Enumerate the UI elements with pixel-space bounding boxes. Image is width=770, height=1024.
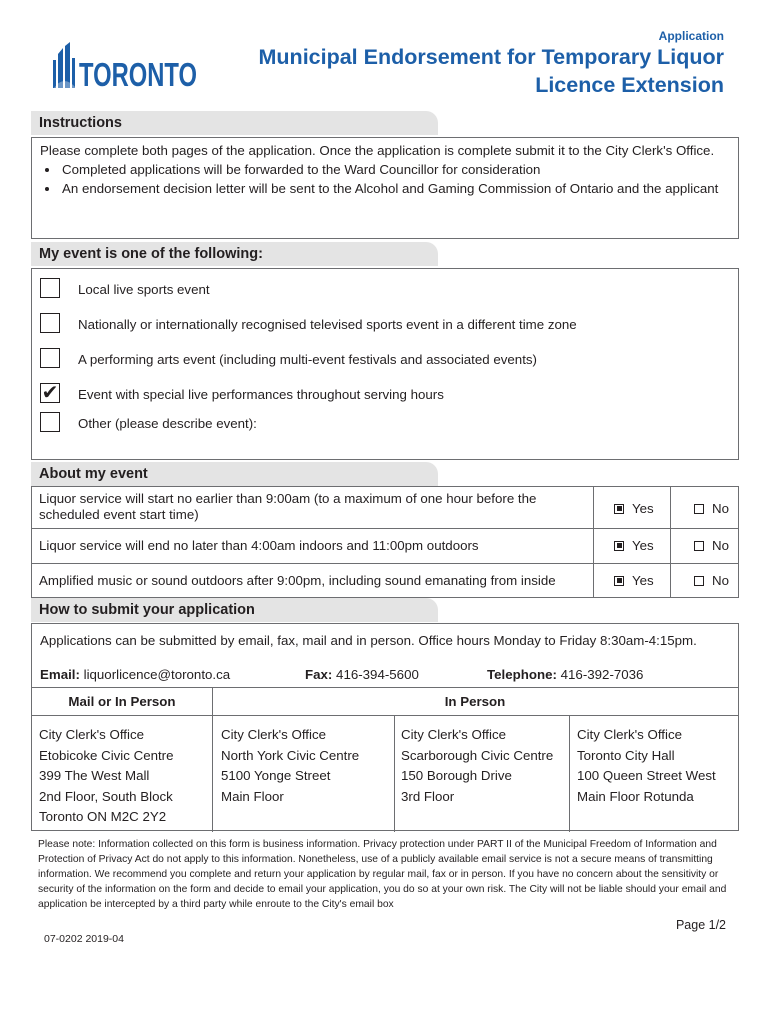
phone-label: Telephone:: [487, 667, 557, 682]
about-heading: About my event: [31, 462, 438, 486]
no-checkbox[interactable]: [694, 576, 704, 586]
in-person-header: In Person: [212, 688, 738, 716]
no-label: No: [712, 501, 729, 516]
document-type: Application: [658, 29, 724, 43]
about-question: Amplified music or sound outdoors after 9:00pm, including sound emanating from inside: [39, 573, 556, 588]
yes-checkbox-checked[interactable]: [614, 576, 624, 586]
office-address: City Clerk's Office North York Civic Centre 5100 Yonge Street Main Floor: [221, 727, 360, 804]
form-number: 07-0202 2019-04: [44, 933, 124, 945]
event-option-label: Local live sports event: [78, 282, 210, 297]
page-number: Page 1/2: [675, 918, 726, 932]
office-address: City Clerk's Office Toronto City Hall 100 Queen Street West Main Floor Rotunda: [577, 727, 716, 804]
office-column: [213, 716, 393, 832]
event-checkbox[interactable]: [40, 313, 60, 333]
instructions-list: [40, 160, 730, 198]
fax-number: 416-394-5600: [336, 667, 419, 682]
about-row: [32, 564, 738, 599]
yes-label: Yes: [632, 501, 654, 516]
event-type-heading: My event is one of the following:: [31, 242, 438, 266]
mail-in-person-header: Mail or In Person: [32, 688, 212, 716]
logo-wordmark: TORONTO: [79, 56, 197, 93]
yes-checkbox-checked[interactable]: [614, 504, 624, 514]
phone-number: 416-392-7036: [560, 667, 644, 682]
instructions-bullet: • An endorsement decision letter will be sent to the Alcohol and Gaming Commission of Ontario and the applicant: [60, 179, 730, 198]
yes-checkbox-checked[interactable]: [614, 541, 624, 551]
event-checkbox-checked[interactable]: [40, 383, 60, 403]
yes-option[interactable]: [614, 573, 654, 588]
no-label: No: [712, 538, 729, 553]
email-address[interactable]: liquorlicence@toronto.ca: [83, 667, 231, 682]
fax-label: Fax:: [305, 667, 333, 682]
about-question: Liquor service will start no earlier than 9:00am (to a maximum of one hour before the scheduled event start time): [39, 491, 537, 522]
privacy-note: Please note: Information collected on this form is business information. Privacy protection under PART II of the Municipal Freedom of Information and Protection of Privacy Act do not apply to this information. Nonetheless, use of a publicly available email service is not a secure means of transmitting information. We recommend you complete and return your application by regular mail, fax or in person. If you have no concern about the sensitivity or security of the information on the form and decide to email your application, you do so at your own risk. The City will not be liable should your email and application be intercepted by a third party while enroute to the City's email box: [38, 839, 727, 910]
office-column: [32, 716, 212, 832]
check-mark-icon: ✔: [41, 382, 59, 404]
submit-intro: Applications can be submitted by email, fax, mail and in person. Office hours Monday to Friday 8:30am-4:15pm.: [40, 633, 697, 648]
no-checkbox[interactable]: [694, 541, 704, 551]
event-option: [32, 271, 738, 301]
yes-label: Yes: [632, 573, 654, 588]
event-option: [32, 306, 738, 336]
office-address: City Clerk's Office Scarborough Civic Centre 150 Borough Drive 3rd Floor: [401, 727, 554, 804]
no-option[interactable]: [694, 538, 729, 553]
email-contact: [40, 667, 230, 682]
no-label: No: [712, 573, 729, 588]
event-type-box: [31, 268, 739, 460]
phone-contact: [487, 667, 643, 682]
yes-option[interactable]: [614, 538, 654, 553]
instructions-intro: Please complete both pages of the application. Once the application is complete submit it to the City Clerk's Office.: [40, 143, 715, 158]
event-option-label: Other (please describe event):: [78, 416, 257, 431]
submit-heading: How to submit your application: [31, 598, 438, 622]
about-question: Liquor service will end no later than 4:00am indoors and 11:00pm outdoors: [39, 538, 479, 553]
yes-label: Yes: [632, 538, 654, 553]
office-address: City Clerk's Office Etobicoke Civic Centre 399 The West Mall 2nd Floor, South Block Toronto ON M2C 2Y2: [39, 727, 174, 824]
event-option-label: Event with special live performances throughout serving hours: [78, 387, 444, 402]
event-checkbox[interactable]: [40, 278, 60, 298]
no-option[interactable]: [694, 501, 729, 516]
event-option: [32, 341, 738, 371]
no-checkbox[interactable]: [694, 504, 704, 514]
instructions-box: [31, 137, 739, 239]
about-row: [32, 529, 738, 564]
office-locations-table: [32, 687, 738, 832]
yes-option[interactable]: [614, 501, 654, 516]
about-row: [32, 487, 738, 529]
event-option: [32, 405, 738, 435]
toronto-logo: [52, 40, 202, 93]
instructions-bullet: • Completed applications will be forwarded to the Ward Councillor for consideration: [60, 160, 730, 179]
office-column: [395, 716, 570, 832]
event-option: [32, 376, 738, 406]
submit-box: [31, 623, 739, 831]
no-option[interactable]: [694, 573, 729, 588]
event-option-label: A performing arts event (including multi-event festivals and associated events): [78, 352, 537, 367]
event-checkbox[interactable]: [40, 348, 60, 368]
instructions-heading: Instructions: [31, 111, 438, 135]
fax-contact: [305, 667, 419, 682]
email-label: Email:: [40, 667, 80, 682]
office-column: [570, 716, 738, 832]
about-box: [31, 486, 739, 598]
event-checkbox[interactable]: [40, 412, 60, 432]
document-title: Municipal Endorsement for Temporary Liquor Licence Extension: [258, 45, 724, 97]
event-option-label: Nationally or internationally recognised televised sports event in a different time zone: [78, 317, 577, 332]
